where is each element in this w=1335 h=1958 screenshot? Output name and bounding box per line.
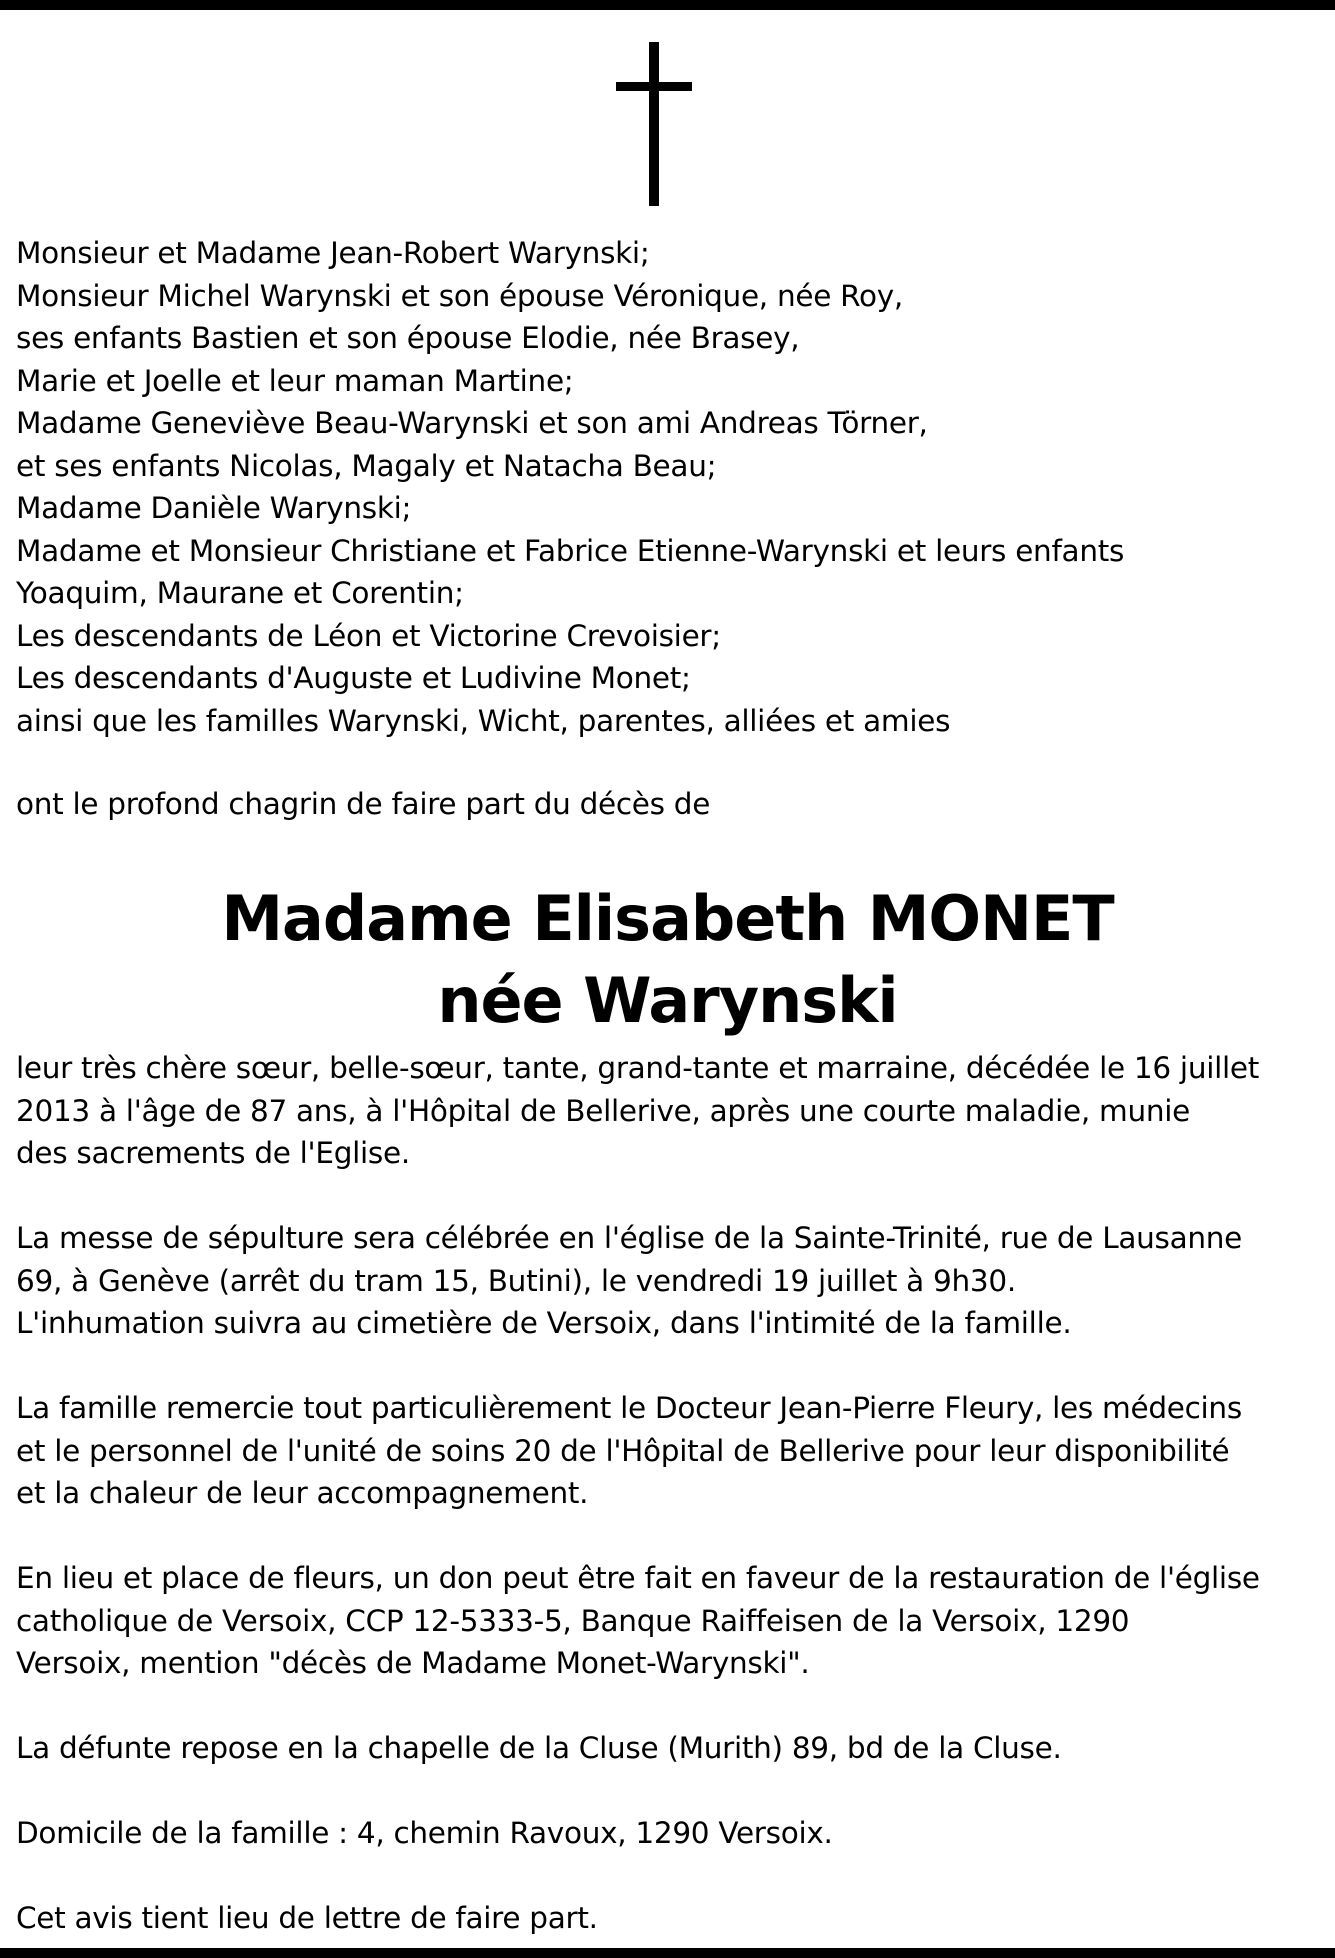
paragraph-line: Domicile de la famille : 4, chemin Ravoux, 1290 Versoix. bbox=[16, 1816, 833, 1850]
family-line: Madame Danièle Warynski; bbox=[16, 491, 412, 525]
paragraph-thanks bbox=[16, 1387, 1321, 1515]
family-line: et ses enfants Nicolas, Magaly et Natacha Beau; bbox=[16, 448, 717, 483]
paragraph-line: L'inhumation suivra au cimetière de Versoix, dans l'intimité de la famille. bbox=[16, 1306, 1072, 1340]
paragraph-line: La famille remercie tout particulièrement le Docteur Jean-Pierre Fleury, les médecins bbox=[16, 1391, 1242, 1425]
family-list bbox=[16, 232, 1321, 742]
paragraph-line: Versoix, mention "décès de Madame Monet-Warynski". bbox=[16, 1646, 810, 1680]
paragraph-family-address bbox=[16, 1812, 1321, 1855]
paragraph-line: 2013 à l'âge de 87 ans, à l'Hôpital de Bellerive, après une courte maladie, munie bbox=[16, 1093, 1190, 1128]
paragraph-line: et la chaleur de leur accompagnement. bbox=[16, 1476, 589, 1510]
family-line: Madame et Monsieur Christiane et Fabrice Etienne-Warynski et leurs enfants bbox=[16, 533, 1125, 568]
paragraph-line: des sacrements de l'Eglise. bbox=[16, 1136, 410, 1170]
family-line: Les descendants de Léon et Victorine Crevoisier; bbox=[16, 618, 721, 653]
family-line: Yoaquim, Maurane et Corentin; bbox=[16, 576, 464, 610]
paragraph-line: Cet avis tient lieu de lettre de faire part. bbox=[16, 1901, 598, 1935]
family-line: Marie et Joelle et leur maman Martine; bbox=[16, 363, 574, 398]
deceased-name: Madame Elisabeth MONET bbox=[221, 882, 1114, 955]
announcement-intro bbox=[16, 783, 1321, 826]
paragraph-line: et le personnel de l'unité de soins 20 de l'Hôpital de Bellerive pour leur disponibilité bbox=[16, 1433, 1230, 1468]
family-line: Madame Geneviève Beau-Warynski et son ami Andreas Törner, bbox=[16, 406, 928, 440]
cross-icon bbox=[614, 42, 694, 210]
notice-body bbox=[16, 1047, 1321, 1940]
deceased-maiden-name: née Warynski bbox=[437, 964, 898, 1037]
paragraph-line: 69, à Genève (arrêt du tram 15, Butini), le vendredi 19 juillet à 9h30. bbox=[16, 1263, 1016, 1298]
paragraph-donation bbox=[16, 1557, 1321, 1685]
family-line: ses enfants Bastien et son épouse Elodie, née Brasey, bbox=[16, 321, 800, 355]
paragraph-tribute bbox=[16, 1047, 1321, 1175]
intro-line: ont le profond chagrin de faire part du décès de bbox=[16, 787, 711, 821]
top-border bbox=[0, 0, 1335, 10]
paragraph-line: La messe de sépulture sera célébrée en l'église de la Sainte-Trinité, rue de Lausanne bbox=[16, 1221, 1243, 1255]
family-line: Monsieur et Madame Jean-Robert Warynski; bbox=[16, 236, 650, 270]
paragraph-funeral-mass bbox=[16, 1217, 1321, 1345]
family-line: Monsieur Michel Warynski et son épouse Véronique, née Roy, bbox=[16, 278, 903, 313]
paragraph-closing bbox=[16, 1897, 1321, 1940]
paragraph-line: La défunte repose en la chapelle de la Cluse (Murith) 89, bd de la Cluse. bbox=[16, 1731, 1062, 1765]
cross-horizontal-bar bbox=[616, 82, 692, 91]
bottom-border bbox=[0, 1948, 1335, 1958]
paragraph-line: leur très chère sœur, belle-sœur, tante, grand-tante et marraine, décédée le 16 juillet bbox=[16, 1051, 1260, 1085]
family-line: ainsi que les familles Warynski, Wicht, parentes, alliées et amies bbox=[16, 703, 951, 738]
paragraph-line: catholique de Versoix, CCP 12-5333-5, Banque Raiffeisen de la Versoix, 1290 bbox=[16, 1603, 1130, 1638]
paragraph-chapel bbox=[16, 1727, 1321, 1770]
family-line: Les descendants d'Auguste et Ludivine Monet; bbox=[16, 661, 691, 695]
deceased-name-block bbox=[0, 878, 1335, 1042]
paragraph-line: En lieu et place de fleurs, un don peut être fait en faveur de la restauration de l'église bbox=[16, 1561, 1260, 1595]
cross-vertical-bar bbox=[649, 42, 659, 206]
